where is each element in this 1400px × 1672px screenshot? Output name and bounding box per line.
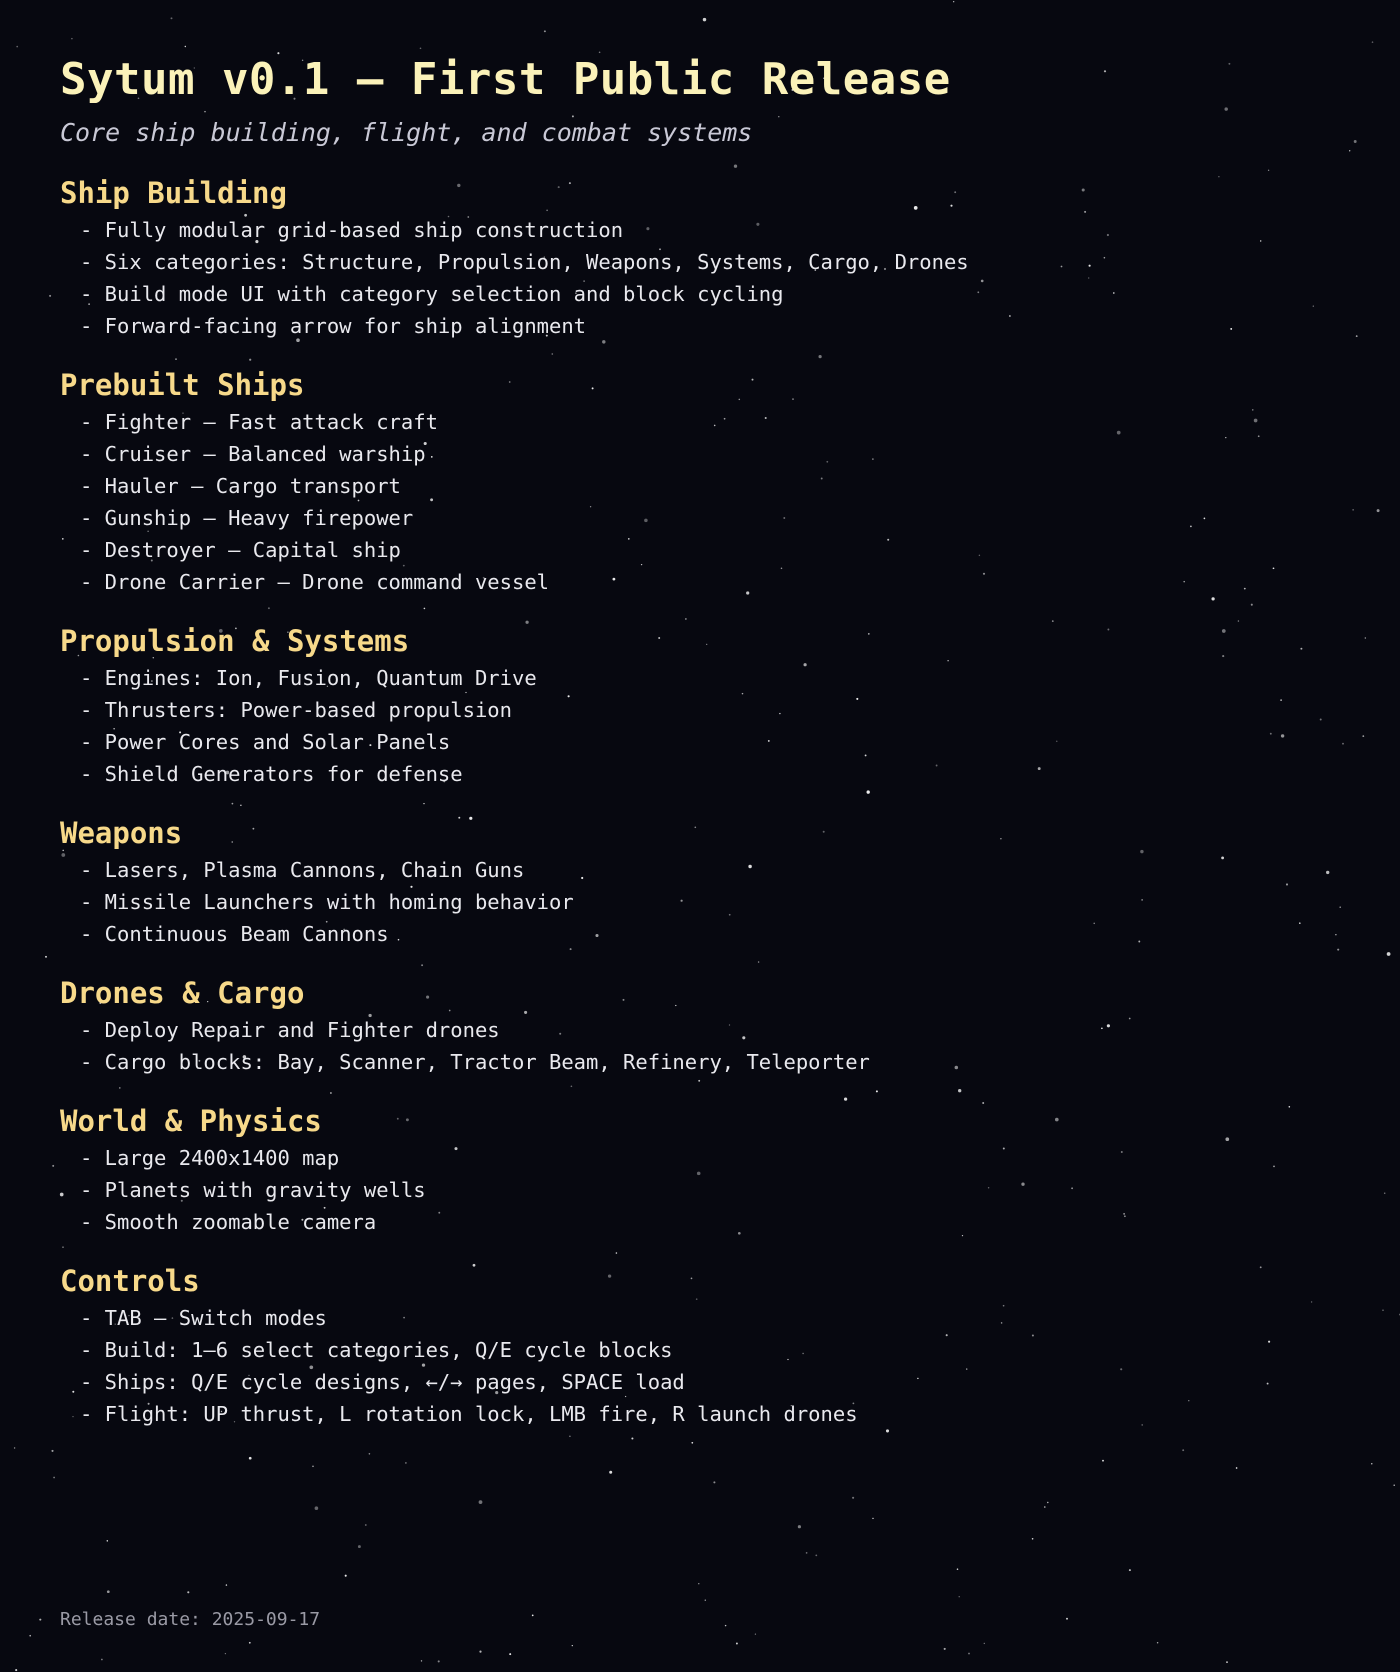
star [315, 1506, 319, 1510]
star [52, 1165, 54, 1167]
release-date: Release date: 2025-09-17 [60, 1609, 321, 1630]
star [572, 1645, 573, 1646]
section-weapons [60, 814, 1360, 950]
star [703, 18, 706, 21]
star [1377, 509, 1380, 512]
list-item: - Drone Carrier – Drone command vessel [80, 570, 549, 594]
star [107, 1590, 110, 1593]
star [872, 1518, 873, 1519]
star [1236, 1467, 1238, 1469]
list-item: - Engines: Ion, Fusion, Quantum Drive [80, 666, 537, 690]
star [1129, 1569, 1131, 1571]
list-item: - Ships: Q/E cycle designs, ←/→ pages, SPACE load [80, 1370, 685, 1394]
list-item: - Build: 1–6 select categories, Q/E cycle blocks [80, 1338, 673, 1362]
star [107, 1540, 108, 1541]
section-world-physics [60, 1102, 1360, 1238]
section-heading: Prebuilt Ships [60, 368, 305, 402]
star [798, 1525, 801, 1528]
star [1032, 1538, 1034, 1540]
star [29, 1635, 31, 1637]
section-heading: Propulsion & Systems [60, 624, 410, 658]
star [187, 1591, 189, 1593]
list-item: - Hauler – Cargo transport [80, 474, 401, 498]
star [171, 17, 173, 19]
star [1384, 1193, 1385, 1194]
list-item: - Smooth zoomable camera [80, 1210, 377, 1234]
star [1371, 1463, 1372, 1464]
list-item: - TAB – Switch modes [80, 1306, 327, 1330]
star [944, 1648, 946, 1650]
section-heading: World & Physics [60, 1104, 322, 1138]
list-item: - Cruiser – Balanced warship [80, 442, 426, 466]
star [345, 1575, 347, 1577]
star [705, 1600, 706, 1601]
section-heading: Weapons [60, 816, 183, 850]
page-subtitle: Core ship building, flight, and combat systems [60, 118, 753, 147]
star [806, 1552, 808, 1554]
list-item: - Deploy Repair and Fighter drones [80, 1018, 500, 1042]
star [544, 30, 546, 32]
star [479, 1651, 481, 1653]
star [713, 1481, 715, 1483]
star [1102, 1460, 1104, 1462]
star [1047, 1502, 1048, 1503]
star [1387, 952, 1391, 956]
star [249, 1457, 252, 1460]
list-item: - Shield Generators for defense [80, 762, 463, 786]
star [365, 1524, 367, 1526]
list-item: - Forward-facing arrow for ship alignment [80, 314, 587, 338]
item-list [60, 854, 1360, 950]
star [312, 1465, 314, 1467]
star [1362, 735, 1364, 737]
star [479, 1500, 483, 1504]
star [185, 46, 186, 47]
item-list [60, 1142, 1360, 1238]
list-item: - Destroyer – Capital ship [80, 538, 401, 562]
section-heading: Drones & Cargo [60, 976, 305, 1010]
star [15, 1669, 17, 1671]
star [16, 46, 18, 48]
star [609, 1471, 612, 1474]
star [957, 1568, 959, 1570]
section-ship-building [60, 174, 1360, 342]
star [959, 1596, 960, 1597]
star [438, 1660, 440, 1662]
release-notes [60, 50, 1360, 1454]
section-drones-cargo [60, 974, 1360, 1078]
star [421, 1660, 422, 1661]
star [51, 1450, 53, 1452]
list-item: - Thrusters: Power-based propulsion [80, 698, 512, 722]
star [968, 1653, 970, 1655]
list-item: - Six categories: Structure, Propulsion, Weapons, Systems, Cargo, Drones [80, 250, 969, 274]
item-list [60, 214, 1360, 342]
star [71, 38, 73, 40]
star [101, 1659, 103, 1661]
section-heading: Ship Building [60, 176, 287, 210]
list-item: - Flight: UP thrust, L rotation lock, LMB fire, R launch drones [80, 1402, 858, 1426]
list-item: - Fighter – Fast attack craft [80, 410, 438, 434]
section-heading: Controls [60, 1264, 200, 1298]
star [509, 1653, 511, 1655]
star [1372, 41, 1374, 43]
section-prebuilt-ships [60, 366, 1360, 598]
star [698, 1583, 699, 1584]
star [358, 1545, 361, 1548]
list-item: - Power Cores and Solar Panels [80, 730, 451, 754]
star [755, 1634, 756, 1635]
star [249, 1642, 251, 1644]
star [725, 1625, 726, 1626]
page-title: Sytum v0.1 – First Public Release [60, 54, 951, 105]
list-item: - Cargo blocks: Bay, Scanner, Tractor Beam, Refinery, Teleporter [80, 1050, 870, 1074]
item-list [60, 662, 1360, 790]
star [815, 1554, 817, 1556]
star [1157, 1642, 1158, 1643]
star [226, 1584, 227, 1585]
star [736, 1643, 738, 1645]
list-item: - Lasers, Plasma Cannons, Chain Guns [80, 858, 525, 882]
item-list [60, 1302, 1360, 1430]
star [532, 1615, 534, 1617]
section-propulsion-systems [60, 622, 1360, 790]
item-list [60, 1014, 1360, 1078]
section-controls [60, 1262, 1360, 1430]
list-item: - Planets with gravity wells [80, 1178, 426, 1202]
star [420, 47, 422, 49]
star [45, 956, 47, 958]
list-item: - Fully modular grid-based ship construction [80, 218, 624, 242]
star [953, 1, 954, 2]
star [53, 1477, 55, 1479]
star [1066, 1618, 1068, 1620]
star [1393, 1484, 1394, 1485]
list-item: - Missile Launchers with homing behavior [80, 890, 574, 914]
star [1044, 1506, 1046, 1508]
list-item: - Build mode UI with category selection and block cycling [80, 282, 784, 306]
star [1226, 1661, 1228, 1663]
star [49, 295, 51, 297]
star [39, 1619, 41, 1621]
star [14, 1447, 15, 1448]
list-item: - Continuous Beam Cannons [80, 922, 389, 946]
star [405, 1462, 407, 1464]
list-item: - Large 2400x1400 map [80, 1146, 340, 1170]
item-list [60, 406, 1360, 598]
star [225, 1653, 226, 1654]
list-item: - Gunship – Heavy firepower [80, 506, 414, 530]
star [1365, 637, 1366, 638]
star [1382, 1310, 1383, 1311]
star [852, 1497, 854, 1499]
star [984, 1643, 985, 1644]
sections [60, 174, 1360, 1430]
